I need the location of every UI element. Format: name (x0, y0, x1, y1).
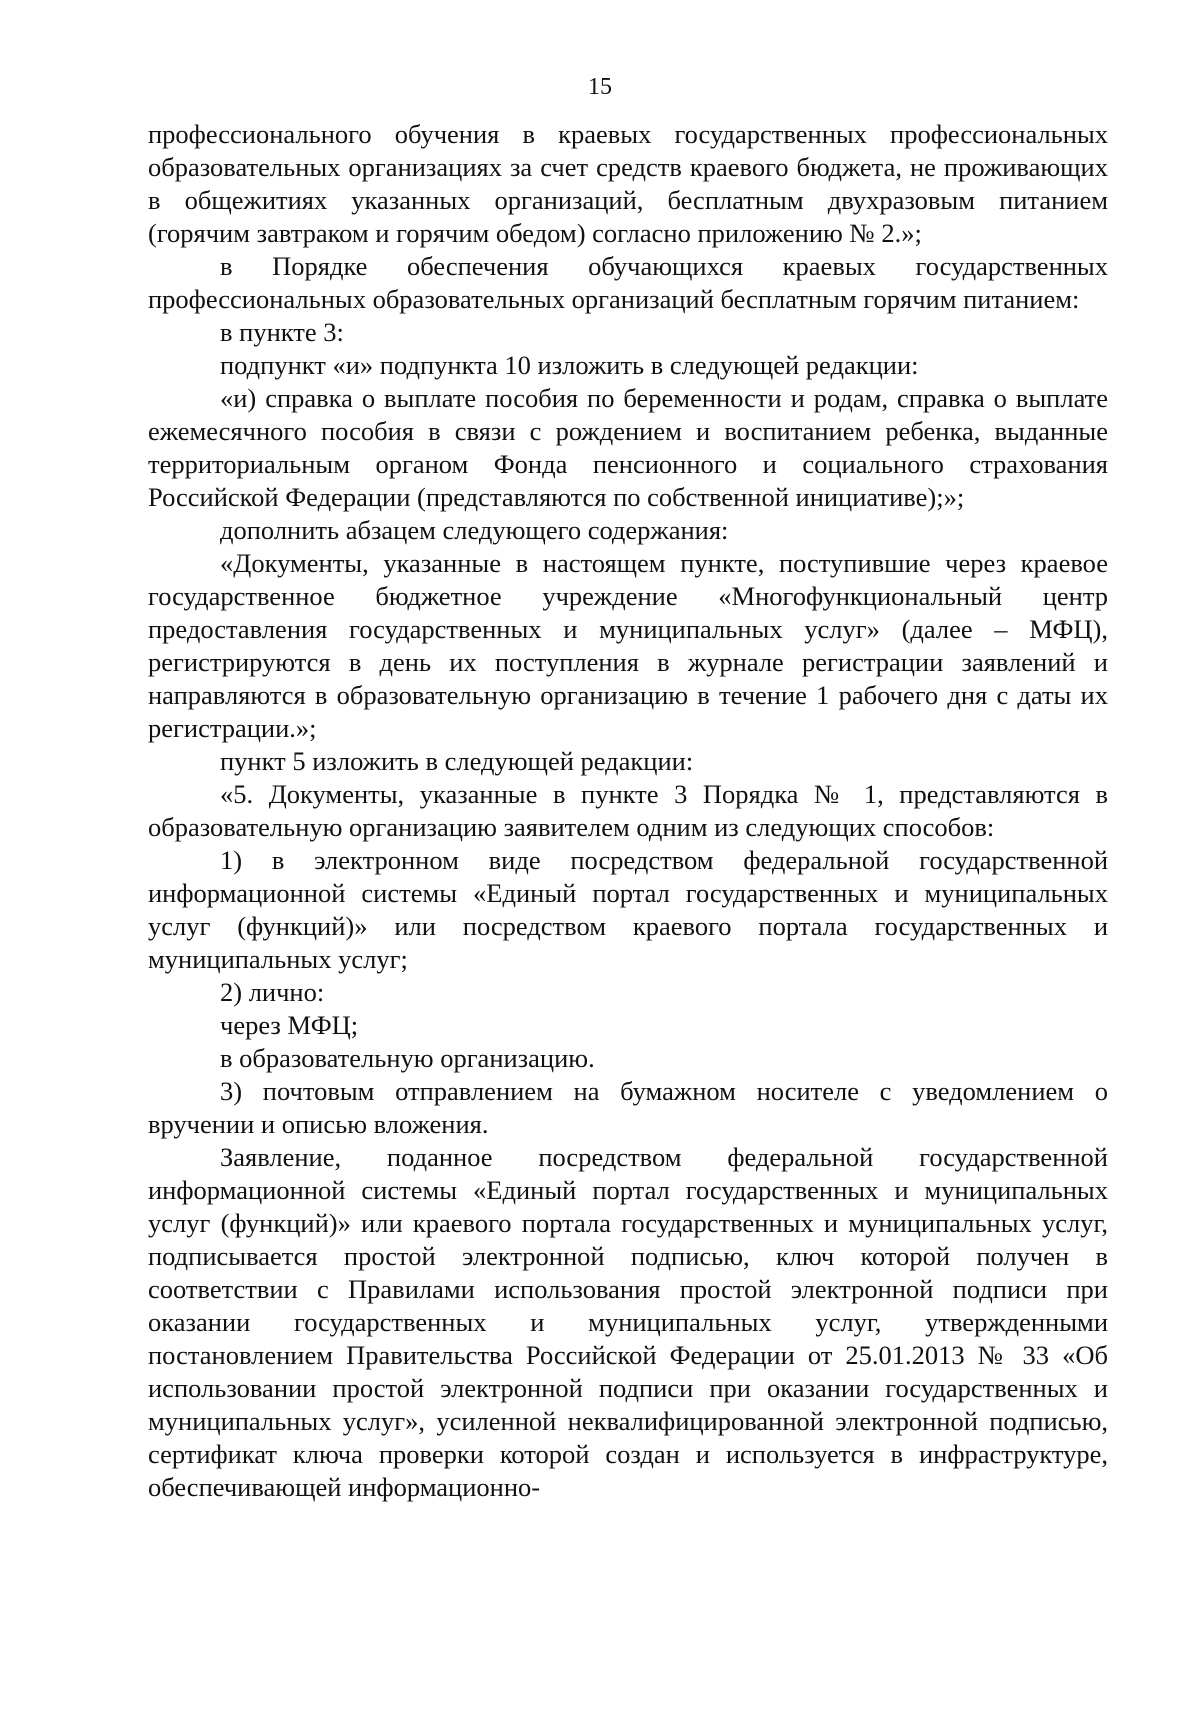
paragraph: Заявление, поданное посредством федеральной государственной информационной системы «Единый портал государственных и муниципальных услуг (функций)» или краевого портала государственных и муниципальных услуг, подписывается простой электронной подписью, ключ которой получен в соответствии с Правилами использования простой электронной подписи при оказании государственных и муниципальных услуг, утвержденными постановлением Правительства Российской Федерации от 25.01.2013 № 33 «Об использовании простой электронной подписи при оказании государственных и муниципальных услуг», усиленной неквалифицированной электронной подписью, сертификат ключа проверки которой создан и используется в инфраструктуре, обеспечивающей информационно- (148, 1142, 1108, 1502)
paragraph: пункт 5 изложить в следующей редакции: (220, 746, 694, 776)
page-number: 15 (588, 74, 612, 100)
paragraph: профессионального обучения в краевых государственных профессиональных образовательных организациях за счет средств краевого бюджета, не проживающих в общежитиях указанных организаций, бесплатным двухразовым питанием (горячим завтраком и горячим обедом) согласно приложению № 2.»; (148, 119, 1108, 248)
paragraph: через МФЦ; (220, 1010, 359, 1040)
paragraph: «5. Документы, указанные в пункте 3 Порядка № 1, представляются в образовательную организацию заявителем одним из следующих способов: (148, 779, 1108, 842)
paragraph: 1) в электронном виде посредством федеральной государственной информационной системы «Единый портал государственных и муниципальных услуг (функций)» или посредством краевого портала государственных и муниципальных услуг; (148, 845, 1108, 974)
paragraph: 3) почтовым отправлением на бумажном носителе с уведомлением о вручении и описью вложения. (148, 1076, 1108, 1139)
paragraph: в образовательную организацию. (220, 1043, 595, 1073)
paragraph: в пункте 3: (220, 317, 344, 347)
document-body (148, 118, 1108, 1504)
paragraph: подпункт «и» подпункта 10 изложить в следующей редакции: (220, 350, 919, 380)
paragraph: 2) лично: (220, 977, 325, 1007)
paragraph: «Документы, указанные в настоящем пункте, поступившие через краевое государственное бюджетное учреждение «Многофункциональный центр предоставления государственных и муниципальных услуг» (далее – МФЦ), регистрируются в день их поступления в журнале регистрации заявлений и направляются в образовательную организацию в течение 1 рабочего дня с даты их регистрации.»; (148, 548, 1108, 743)
paragraph: в Порядке обеспечения обучающихся краевых государственных профессиональных образовательных организаций бесплатным горячим питанием: (148, 251, 1108, 314)
paragraph: дополнить абзацем следующего содержания: (220, 515, 729, 545)
paragraph: «и) справка о выплате пособия по беременности и родам, справка о выплате ежемесячного пособия в связи с рождением и воспитанием ребенка, выданные территориальным органом Фонда пенсионного и социального страхования Российской Федерации (представляются по собственной инициативе);»; (148, 383, 1108, 512)
